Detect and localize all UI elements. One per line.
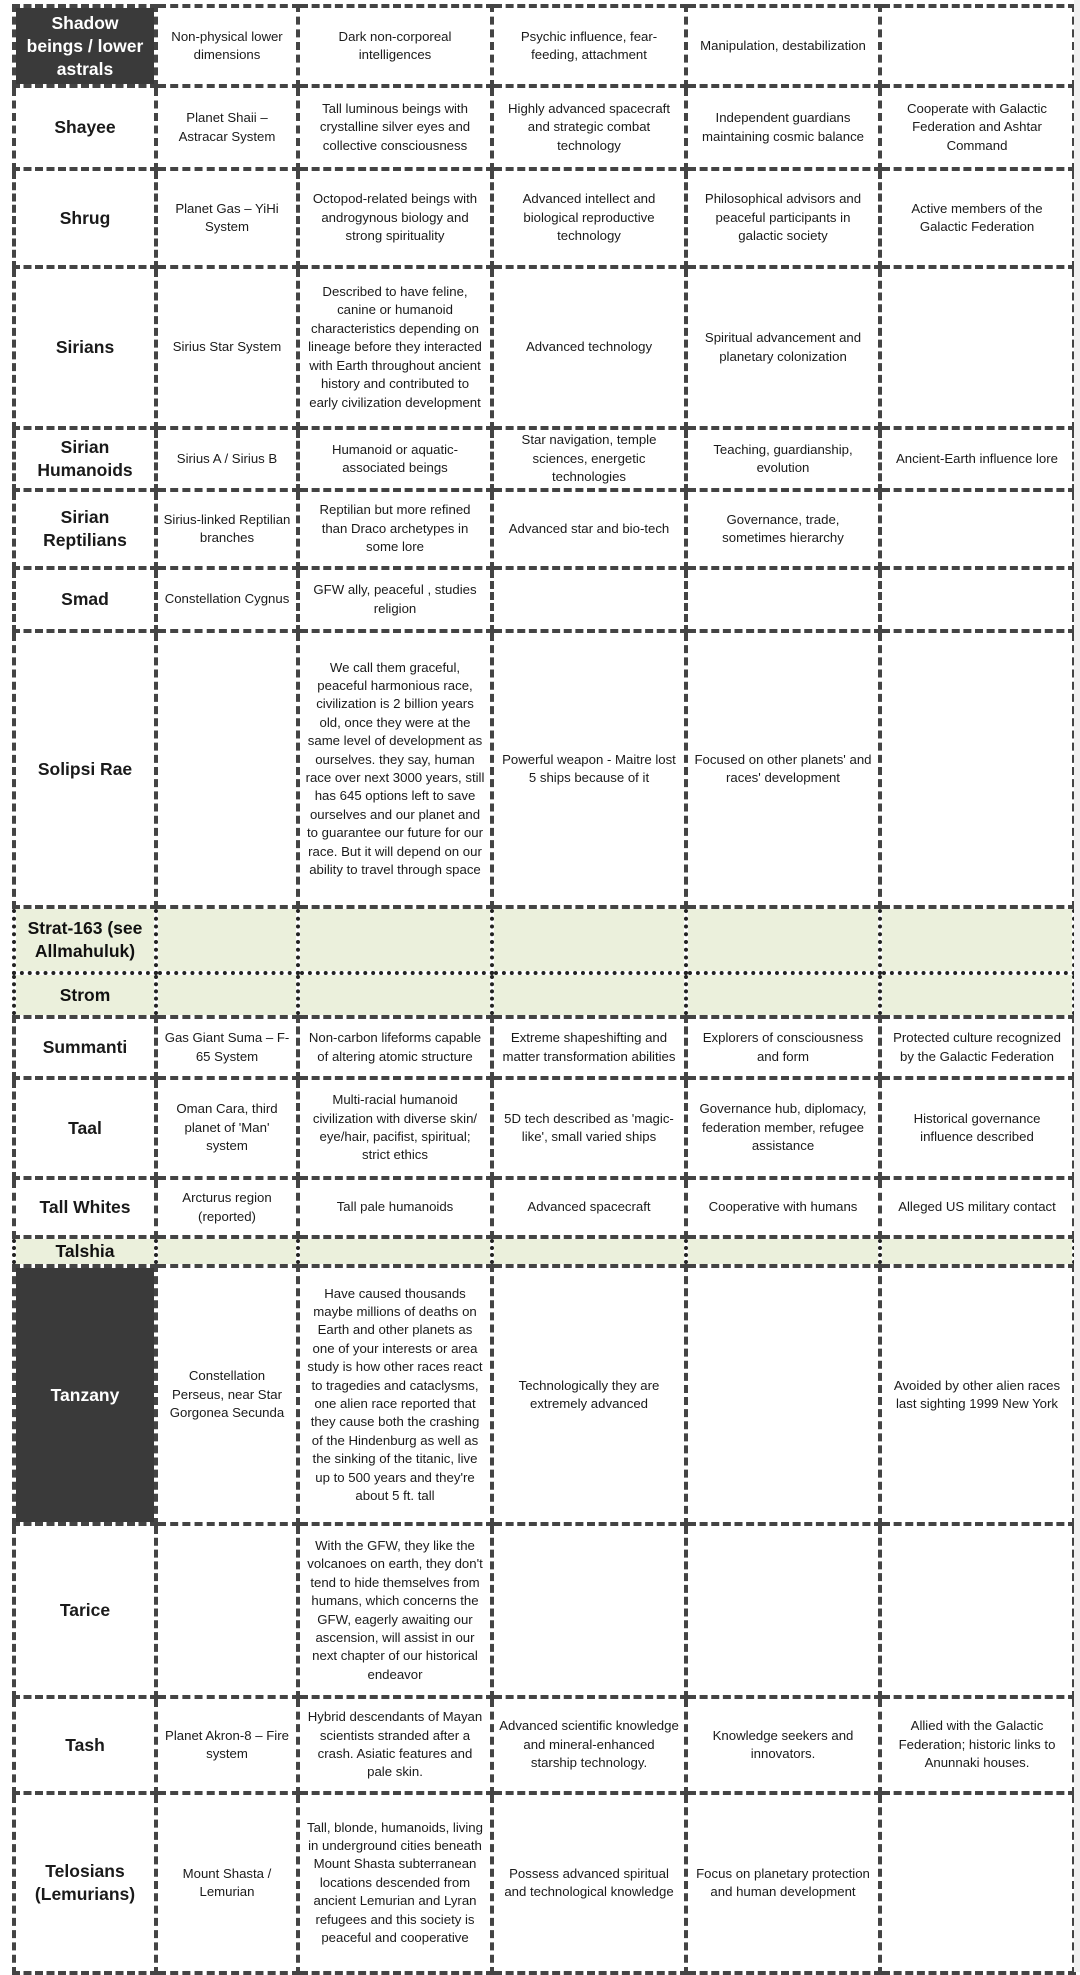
origin-cell: [156, 907, 298, 973]
origin-cell: Sirius Star System: [156, 267, 298, 428]
relations-cell: Protected culture recognized by the Galactic Federation: [880, 1017, 1074, 1078]
appearance-cell: Dark non-corporeal intelligences: [298, 6, 492, 86]
appearance-cell: [298, 1237, 492, 1266]
relations-cell: [880, 907, 1074, 973]
technology-cell: Extreme shapeshifting and matter transformation abilities: [492, 1017, 686, 1078]
appearance-cell: Octopod-related beings with androgynous biology and strong spirituality: [298, 169, 492, 267]
origin-cell: Non-physical lower dimensions: [156, 6, 298, 86]
table-row: [14, 1017, 1074, 1078]
table-row: [14, 169, 1074, 267]
appearance-cell: Tall luminous beings with crystalline silver eyes and collective consciousness: [298, 86, 492, 169]
appearance-cell: [298, 907, 492, 973]
appearance-cell: Tall, blonde, humanoids, living in underground cities beneath Mount Shasta subterranean locations descended from ancient Lemurian and Lyran refugees and this society is peaceful and cooperative: [298, 1793, 492, 1973]
technology-cell: Advanced scientific knowledge and mineral-enhanced starship technology.: [492, 1697, 686, 1793]
origin-cell: Constellation Perseus, near Star Gorgonea Secunda: [156, 1266, 298, 1524]
role-cell: [686, 568, 880, 631]
technology-cell: [492, 1524, 686, 1697]
origin-cell: [156, 1237, 298, 1266]
technology-cell: [492, 973, 686, 1017]
origin-cell: [156, 1524, 298, 1697]
origin-cell: Planet Akron-8 – Fire system: [156, 1697, 298, 1793]
relations-cell: Cooperate with Galactic Federation and Ashtar Command: [880, 86, 1074, 169]
appearance-cell: Tall pale humanoids: [298, 1178, 492, 1237]
table-row: [14, 1697, 1074, 1793]
relations-cell: Avoided by other alien races last sighting 1999 New York: [880, 1266, 1074, 1524]
relations-cell: [880, 1524, 1074, 1697]
appearance-cell: Have caused thousands maybe millions of deaths on Earth and other planets as one of your interests or area study is how other races react to tragedies and cataclysms, one alien race reported that they cause both the crashing of the Hindenburg as well as the sinking of the titanic, live up to 500 years and they're about 5 ft. tall: [298, 1266, 492, 1524]
relations-cell: [880, 568, 1074, 631]
role-cell: Independent guardians maintaining cosmic balance: [686, 86, 880, 169]
appearance-cell: Non-carbon lifeforms capable of altering atomic structure: [298, 1017, 492, 1078]
appearance-cell: Reptilian but more refined than Draco archetypes in some lore: [298, 490, 492, 568]
technology-cell: Star navigation, temple sciences, energetic technologies: [492, 428, 686, 490]
technology-cell: Advanced spacecraft: [492, 1178, 686, 1237]
role-cell: Philosophical advisors and peaceful participants in galactic society: [686, 169, 880, 267]
role-cell: Explorers of consciousness and form: [686, 1017, 880, 1078]
table-row: [14, 86, 1074, 169]
relations-cell: [880, 1237, 1074, 1266]
appearance-cell: [298, 973, 492, 1017]
origin-cell: Constellation Cygnus: [156, 568, 298, 631]
appearance-cell: Described to have feline, canine or humanoid characteristics depending on lineage before they interacted with Earth throughout ancient history and contributed to early civilization development: [298, 267, 492, 428]
species-name: Shayee: [14, 86, 156, 169]
species-name: Shrug: [14, 169, 156, 267]
species-name: Shadow beings / lower astrals: [14, 6, 156, 86]
species-name: Tall Whites: [14, 1178, 156, 1237]
role-cell: [686, 907, 880, 973]
role-cell: Manipulation, destabilization: [686, 6, 880, 86]
role-cell: [686, 1524, 880, 1697]
origin-cell: Oman Cara, third planet of 'Man' system: [156, 1078, 298, 1178]
role-cell: Teaching, guardianship, evolution: [686, 428, 880, 490]
relations-cell: Active members of the Galactic Federation: [880, 169, 1074, 267]
table-row: [14, 1524, 1074, 1697]
appearance-cell: We call them graceful, peaceful harmonious race, civilization is 2 billion years old, once they were at the same level of development as ourselves. they say, human race over next 3000 years, still has 645 options left to save ourselves and our planet and to guarantee our future for our race. But it will depend on our ability to travel through space: [298, 631, 492, 907]
table-row: [14, 973, 1074, 1017]
clipped-overflow-text: [400, 0, 460, 1]
technology-cell: [492, 1237, 686, 1266]
role-cell: Governance hub, diplomacy, federation member, refugee assistance: [686, 1078, 880, 1178]
table-row: [14, 267, 1074, 428]
role-cell: Knowledge seekers and innovators.: [686, 1697, 880, 1793]
appearance-cell: Hybrid descendants of Mayan scientists stranded after a crash. Asiatic features and pale skin.: [298, 1697, 492, 1793]
species-name: Tash: [14, 1697, 156, 1793]
technology-cell: Advanced star and bio-tech: [492, 490, 686, 568]
appearance-cell: GFW ally, peaceful , studies religion: [298, 568, 492, 631]
origin-cell: [156, 631, 298, 907]
species-table-sheet: [12, 4, 1072, 1975]
role-cell: [686, 973, 880, 1017]
species-name: Talshia: [14, 1237, 156, 1266]
table-row: [14, 1178, 1074, 1237]
table-row: [14, 631, 1074, 907]
technology-cell: [492, 907, 686, 973]
table-row: [14, 490, 1074, 568]
relations-cell: [880, 631, 1074, 907]
appearance-cell: Humanoid or aquatic-associated beings: [298, 428, 492, 490]
origin-cell: Arcturus region (reported): [156, 1178, 298, 1237]
technology-cell: Advanced intellect and biological reproductive technology: [492, 169, 686, 267]
species-name: Summanti: [14, 1017, 156, 1078]
technology-cell: Psychic influence, fear-feeding, attachment: [492, 6, 686, 86]
table-row: [14, 1078, 1074, 1178]
species-name: Taal: [14, 1078, 156, 1178]
species-name: Tanzany: [14, 1266, 156, 1524]
species-name: Strat-163 (see Allmahuluk): [14, 907, 156, 973]
origin-cell: Planet Shaii – Astracar System: [156, 86, 298, 169]
species-name: Smad: [14, 568, 156, 631]
role-cell: Governance, trade, sometimes hierarchy: [686, 490, 880, 568]
table-row: [14, 907, 1074, 973]
role-cell: [686, 1266, 880, 1524]
relations-cell: Alleged US military contact: [880, 1178, 1074, 1237]
table-row: [14, 1793, 1074, 1973]
role-cell: [686, 1237, 880, 1266]
relations-cell: [880, 973, 1074, 1017]
origin-cell: [156, 973, 298, 1017]
appearance-cell: Multi-racial humanoid civilization with diverse skin/ eye/hair, pacifist, spiritual; strict ethics: [298, 1078, 492, 1178]
origin-cell: Planet Gas – YiHi System: [156, 169, 298, 267]
species-name: Sirian Reptilians: [14, 490, 156, 568]
technology-cell: Powerful weapon - Maitre lost 5 ships because of it: [492, 631, 686, 907]
role-cell: Focus on planetary protection and human development: [686, 1793, 880, 1973]
relations-cell: Allied with the Galactic Federation; historic links to Anunnaki houses.: [880, 1697, 1074, 1793]
relations-cell: Ancient-Earth influence lore: [880, 428, 1074, 490]
species-name: Sirians: [14, 267, 156, 428]
technology-cell: [492, 568, 686, 631]
relations-cell: [880, 6, 1074, 86]
species-table: [12, 4, 1076, 1975]
role-cell: Cooperative with humans: [686, 1178, 880, 1237]
technology-cell: Technologically they are extremely advanced: [492, 1266, 686, 1524]
role-cell: Focused on other planets' and races' development: [686, 631, 880, 907]
relations-cell: [880, 490, 1074, 568]
technology-cell: 5D tech described as 'magic-like', small varied ships: [492, 1078, 686, 1178]
origin-cell: Sirius A / Sirius B: [156, 428, 298, 490]
relations-cell: [880, 267, 1074, 428]
vertical-scrollbar[interactable]: [1074, 0, 1080, 1972]
appearance-cell: With the GFW, they like the volcanoes on earth, they don't tend to hide themselves from humans, which concerns the GFW, eagerly awaiting our ascension, will assist in our next chapter of our historical endeavor: [298, 1524, 492, 1697]
table-row: [14, 1237, 1074, 1266]
table-row: [14, 1266, 1074, 1524]
species-name: Telosians (Lemurians): [14, 1793, 156, 1973]
technology-cell: Advanced technology: [492, 267, 686, 428]
origin-cell: Gas Giant Suma – F-65 System: [156, 1017, 298, 1078]
origin-cell: Mount Shasta / Lemurian: [156, 1793, 298, 1973]
table-row: [14, 568, 1074, 631]
table-row: [14, 6, 1074, 86]
technology-cell: Highly advanced spacecraft and strategic combat technology: [492, 86, 686, 169]
species-name: Tarice: [14, 1524, 156, 1697]
relations-cell: [880, 1793, 1074, 1973]
relations-cell: Historical governance influence described: [880, 1078, 1074, 1178]
species-name: Strom: [14, 973, 156, 1017]
role-cell: Spiritual advancement and planetary colonization: [686, 267, 880, 428]
table-row: [14, 428, 1074, 490]
origin-cell: Sirius-linked Reptilian branches: [156, 490, 298, 568]
species-name: Sirian Humanoids: [14, 428, 156, 490]
technology-cell: Possess advanced spiritual and technological knowledge: [492, 1793, 686, 1973]
species-name: Solipsi Rae: [14, 631, 156, 907]
